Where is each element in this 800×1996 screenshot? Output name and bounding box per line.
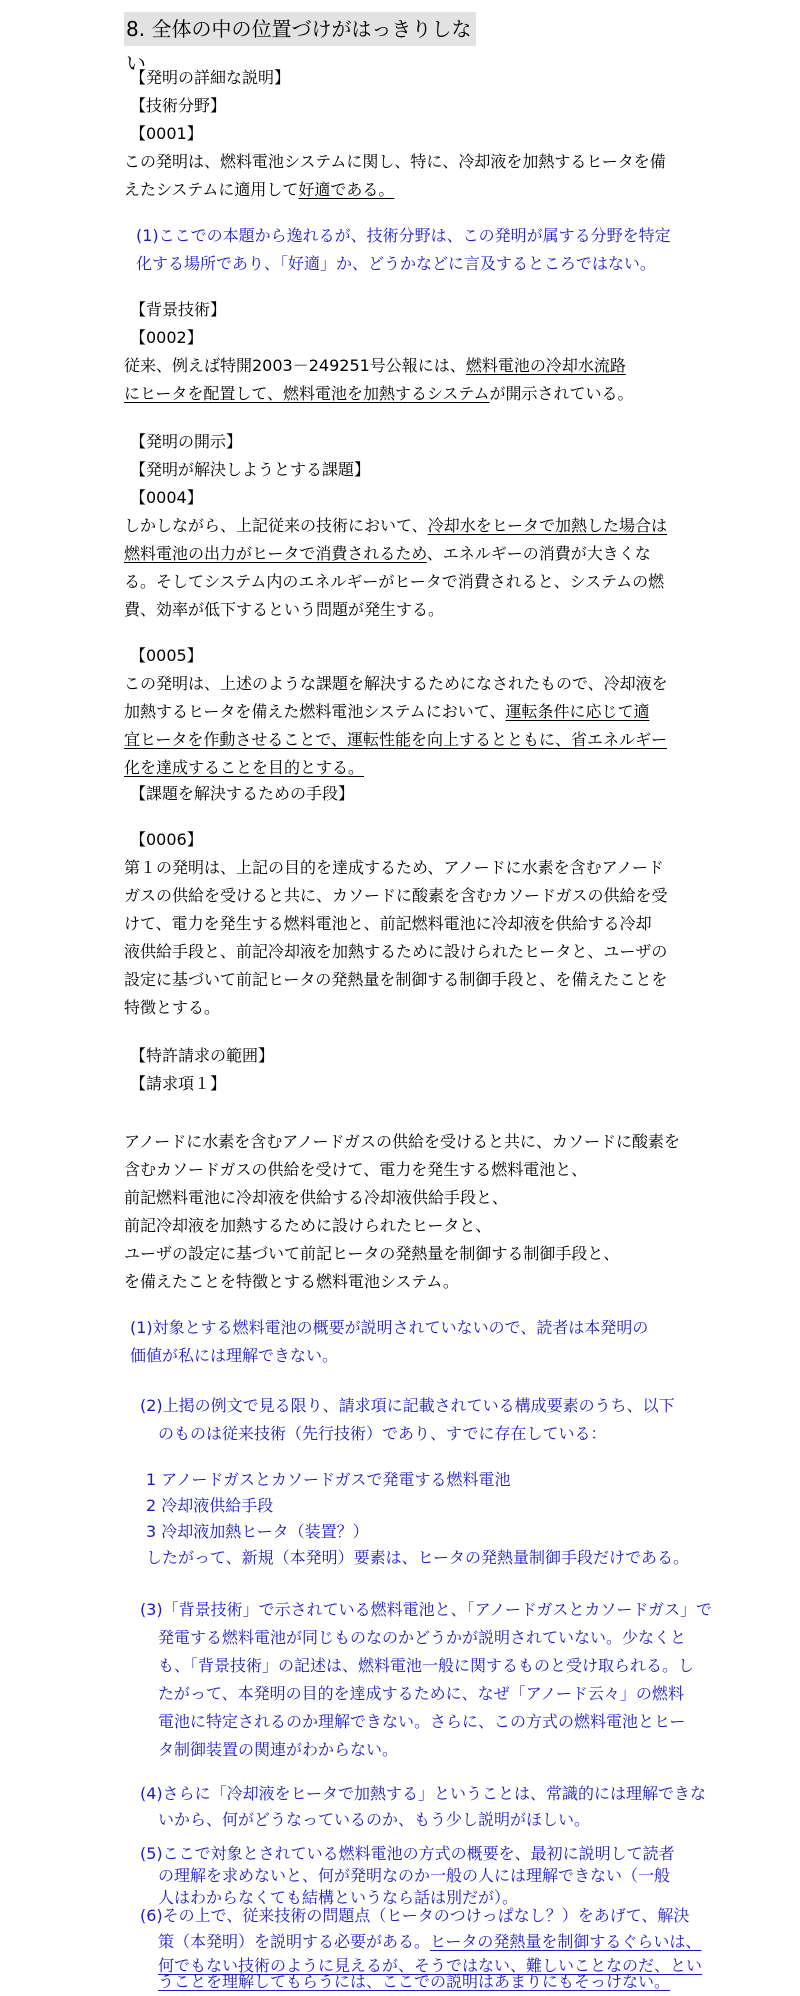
underlined-phrase: ヒータの発熱量を制御するぐらいは、: [430, 1932, 702, 1951]
comment-2-line-1: (2)上掲の例文で見る限り、請求項に記載されている構成要素のうち、以下: [140, 1396, 675, 1415]
paragraph-0006-line-3: けて、電力を発生する燃料電池と、前記燃料電池に冷却液を供給する冷却: [124, 914, 652, 933]
comment-1-line-1: (1)対象とする燃料電池の概要が説明されていないので、読者は本発明の: [130, 1318, 649, 1337]
comment-2-item-1: 1 アノードガスとカソードガスで発電する燃料電池: [146, 1470, 511, 1489]
paragraph-0004-line-2: [124, 540, 651, 568]
paragraph-0001-line-2: [124, 176, 394, 204]
paragraph-number-0001: 【0001】: [130, 124, 203, 143]
comment-5-line-1: (5)ここで対象とされている燃料電池の方式の概要を、最初に説明して読者: [140, 1844, 675, 1863]
underlined-phrase: 好適である。: [298, 180, 395, 199]
claim-line-6: を備えたことを特徴とする燃料電池システム。: [124, 1272, 459, 1291]
paragraph-0004-line-1: [124, 512, 667, 540]
heading-disclosure: 【発明の開示】: [130, 432, 243, 451]
underlined-phrase: 冷却水をヒータで加熱した場合は: [427, 516, 668, 535]
paragraph-0005-line-1: この発明は、上述のような課題を解決するためになされたもので、冷却液を: [124, 674, 668, 693]
comment-2-line-2: のものは従来技術（先行技術）であり、すでに存在している：: [158, 1424, 607, 1443]
heading-technical-field: 【技術分野】: [130, 96, 227, 115]
paragraph-0002-line-1: [124, 352, 626, 380]
claim-line-3: 前記燃料電池に冷却液を供給する冷却液供給手段と、: [124, 1188, 509, 1207]
underlined-phrase: 燃料電池の出力がヒータで消費されるため: [124, 544, 427, 563]
text-segment: しかしながら、上記従来の技術において、: [124, 516, 428, 535]
paragraph-number-0004: 【0004】: [130, 488, 203, 507]
heading-means: 【課題を解決するための手段】: [130, 784, 355, 803]
heading-detailed-description: 【発明の詳細な説明】: [130, 68, 291, 87]
paragraph-0005-line-3: 宜ヒータを作動させることで、運転性能を向上するとともに、省エネルギー: [124, 730, 668, 749]
text-segment: 加熱するヒータを備えた燃料電池システムにおいて、: [124, 702, 506, 721]
comment-1-line-2: 価値が私には理解できない。: [130, 1346, 339, 1365]
comment-5-line-3: 人はわからなくても結構というなら話は別だが）。: [158, 1888, 519, 1907]
paragraph-0006-line-2: ガスの供給を受けると共に、カソードに酸素を含むカソードガスの供給を受: [124, 886, 668, 905]
heading-claim-1: 【請求項１】: [130, 1074, 227, 1093]
text-segment: えたシステムに適用して: [124, 180, 299, 199]
comment-6-line-1: (6)その上で、従来技術の問題点（ヒータのつけっぱなし？）をあげて、解決: [140, 1906, 690, 1925]
comment-4-line-2: いから、何がどうなっているのか、もう少し説明がほしい。: [158, 1810, 591, 1829]
paragraph-0002-line-2: [124, 380, 633, 408]
paragraph-0006-line-5: 設定に基づいて前記ヒータの発熱量を制御する制御手段と、を備えたことを: [124, 970, 668, 989]
comment-2-line-3: したがって、新規（本発明）要素は、ヒータの発熱量制御手段だけである。: [146, 1548, 690, 1567]
comment-2-item-2: 2 冷却液供給手段: [146, 1496, 274, 1515]
paragraph-number-0005: 【0005】: [130, 646, 203, 665]
comment-4-line-1: (4)さらに「冷却液をヒータで加熱する」ということは、常識的には理解できな: [140, 1784, 707, 1803]
comment-3-line-3: も、「背景技術」の記述は、燃料電池一般に関するものと受け取られる。し: [158, 1656, 695, 1675]
claim-line-1: アノードに水素を含むアノードガスの供給を受けると共に、カソードに酸素を: [124, 1132, 681, 1151]
heading-claims: 【特許請求の範囲】: [130, 1046, 275, 1065]
section-title: 8. 全体の中の位置づけがはっきりしない: [124, 12, 476, 46]
comment-3-line-2: 発電する燃料電池が同じものなのかどうかが説明されていない。少なくと: [158, 1628, 687, 1647]
comment-2-item-3: 3 冷却液加熱ヒータ（装置？）: [146, 1522, 369, 1541]
field-comment-line-1: (1)ここでの本題から逸れるが、技術分野は、この発明が属する分野を特定: [136, 226, 671, 245]
field-comment-line-2: 化する場所であり、「好適」か、どうかなどに言及するところではない。: [136, 254, 656, 273]
comment-6-line-3: 何でもない技術のように見えるが、そうではない、難しいことなのだ、とい: [158, 1956, 703, 1975]
heading-background-art: 【背景技術】: [130, 300, 227, 319]
paragraph-0005-line-2: [124, 698, 649, 726]
text-segment: 策（本発明）を説明する必要がある。: [158, 1932, 431, 1951]
comment-3-line-5: 電池に特定されるのか理解できない。さらに、この方式の燃料電池とヒー: [158, 1712, 686, 1731]
paragraph-number-0002: 【0002】: [130, 328, 203, 347]
text-segment: が開示されている。: [489, 384, 634, 403]
underlined-phrase: にヒータを配置して、燃料電池を加熱するシステム: [124, 384, 490, 403]
text-segment: 従来、例えば特開2003－249251号公報には、: [124, 356, 466, 375]
heading-problem: 【発明が解決しようとする課題】: [130, 460, 371, 479]
claim-line-2: 含むカソードガスの供給を受けて、電力を発生する燃料電池と、: [124, 1160, 588, 1179]
comment-6-line-4: うことを理解してもらうには、ここでの説明はあまりにもそっけない。: [158, 1972, 671, 1991]
claim-line-4: 前記冷却液を加熱するために設けられたヒータと、: [124, 1216, 492, 1235]
paragraph-0004-line-3: る。そしてシステム内のエネルギーがヒータで消費されると、システムの燃: [124, 572, 665, 591]
comment-3-line-1: (3)「背景技術」で示されている燃料電池と、「アノードガスとカソードガス」で: [140, 1600, 712, 1619]
paragraph-0006-line-6: 特徴とする。: [124, 998, 221, 1017]
claim-line-5: ユーザの設定に基づいて前記ヒータの発熱量を制御する制御手段と、: [124, 1244, 620, 1263]
comment-3-line-4: たがって、本発明の目的を達成するために、なぜ「アノード云々」の燃料: [158, 1684, 684, 1703]
paragraph-number-0006: 【0006】: [130, 830, 203, 849]
underlined-phrase: 燃料電池の冷却水流路: [465, 356, 626, 375]
comment-3-line-6: タ制御装置の関連がわからない。: [158, 1740, 399, 1759]
underlined-phrase: 運転条件に応じて適: [505, 702, 650, 721]
paragraph-0004-line-4: 費、効率が低下するという問題が発生する。: [124, 600, 445, 619]
paragraph-0005-line-4: 化を達成することを目的とする。: [124, 758, 365, 777]
paragraph-0006-line-1: 第１の発明は、上記の目的を達成するため、アノードに水素を含むアノード: [124, 858, 664, 877]
paragraph-0006-line-4: 液供給手段と、前記冷却液を加熱するために設けられたヒータと、ユーザの: [124, 942, 668, 961]
text-segment: 、エネルギーの消費が大きくな: [426, 544, 651, 563]
comment-5-line-2: の理解を求めないと、何が発明なのか一般の人には理解できない（一般: [158, 1866, 671, 1885]
paragraph-0001-line-1: この発明は、燃料電池システムに関し、特に、冷却液を加熱するヒータを備: [124, 152, 666, 171]
